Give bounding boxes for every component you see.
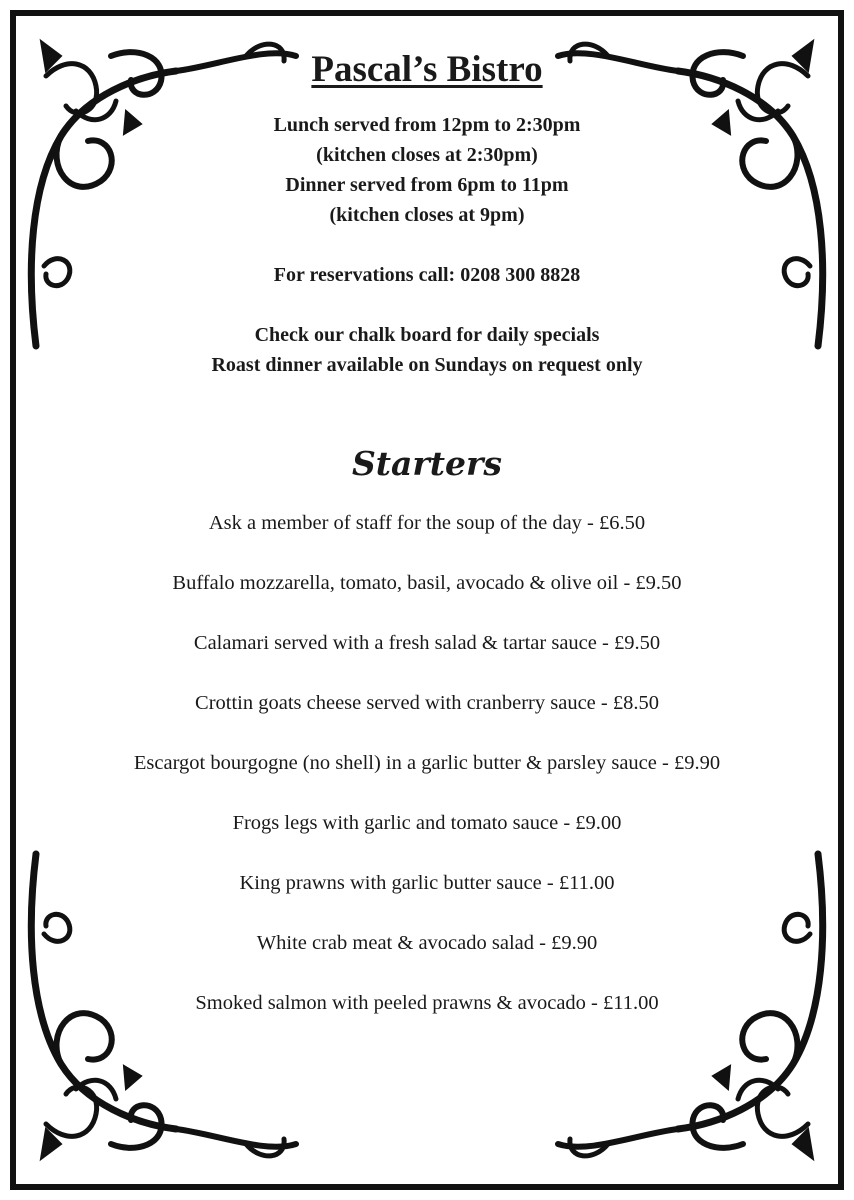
- lunch-kitchen-close: (kitchen closes at 2:30pm): [316, 144, 538, 166]
- menu-item: Escargot bourgogne (no shell) in a garlic butter & parsley sauce - £9.90: [133, 752, 721, 774]
- dinner-hours: Dinner served from 6pm to 11pm: [285, 174, 569, 196]
- reservation-phone: For reservations call: 0208 300 8828: [273, 264, 581, 286]
- notes: [60, 320, 794, 380]
- daily-specials-note: Check our chalk board for daily specials: [254, 324, 600, 346]
- restaurant-title: Pascal’s Bistro: [311, 49, 543, 90]
- menu-item: King prawns with garlic butter sauce - £11.00: [239, 872, 615, 894]
- dinner-kitchen-close: (kitchen closes at 9pm): [329, 204, 525, 226]
- menu-item: Crottin goats cheese served with cranberry sauce - £8.50: [195, 692, 659, 714]
- menu-content: [60, 40, 794, 1048]
- menu-item: Ask a member of staff for the soup of the day - £6.50: [208, 512, 646, 534]
- menu-item: Frogs legs with garlic and tomato sauce - £9.00: [232, 812, 622, 834]
- menu-item: Calamari served with a fresh salad & tartar sauce - £9.50: [193, 632, 661, 654]
- opening-hours: [60, 110, 794, 230]
- starters-list: [60, 508, 794, 1018]
- menu-item: Smoked salmon with peeled prawns & avocado - £11.00: [195, 992, 659, 1014]
- section-heading: Starters: [351, 444, 503, 483]
- menu-item: White crab meat & avocado salad - £9.90: [256, 932, 598, 954]
- menu-item: Buffalo mozzarella, tomato, basil, avocado & olive oil - £9.50: [172, 572, 682, 594]
- lunch-hours: Lunch served from 12pm to 2:30pm: [273, 114, 581, 136]
- sunday-roast-note: Roast dinner available on Sundays on request only: [211, 354, 643, 376]
